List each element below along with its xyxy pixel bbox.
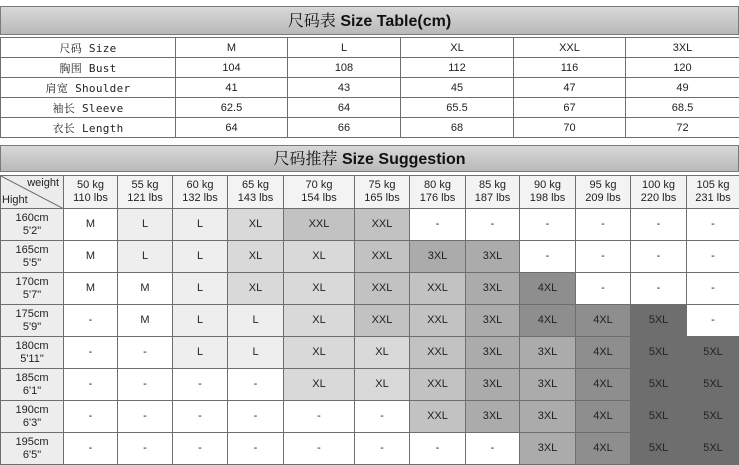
suggested-size-cell: 3XL: [520, 433, 576, 465]
suggested-size-cell: L: [173, 209, 228, 241]
weight-lbs: 187 lbs: [474, 192, 511, 204]
size-table-cell: 62.5: [176, 98, 288, 118]
height-cm: 170cm: [15, 275, 49, 288]
height-ft: 5'11": [20, 352, 44, 365]
suggested-size-cell: XXL: [355, 209, 410, 241]
suggested-size-cell: L: [228, 305, 284, 337]
size-table-cell: 70: [514, 118, 626, 138]
suggested-size-cell: 3XL: [466, 337, 520, 369]
size-table-row-label: 袖长 Sleeve: [1, 98, 176, 118]
weight-kg: 105 kg: [696, 179, 730, 191]
size-table-cell: XXL: [514, 38, 626, 58]
suggested-size-cell: 4XL: [520, 273, 576, 305]
size-table-row-label: 肩宽 Shoulder: [1, 78, 176, 98]
suggested-size-cell: -: [520, 209, 576, 241]
weight-header-cell: [173, 176, 228, 209]
weight-kg: 75 kg: [368, 179, 396, 191]
size-suggestion-title: [0, 145, 739, 172]
suggested-size-cell: -: [631, 273, 687, 305]
corner-height-label: Hight: [2, 194, 28, 206]
suggested-size-cell: -: [520, 241, 576, 273]
suggested-size-cell: 5XL: [631, 337, 687, 369]
weight-header-cell: [118, 176, 173, 209]
suggested-size-cell: 4XL: [576, 433, 631, 465]
weight-header-cell: [520, 176, 576, 209]
weight-kg: 85 kg: [479, 179, 506, 191]
suggested-size-cell: XXL: [284, 209, 355, 241]
size-table-row-label: 衣长 Length: [1, 118, 176, 138]
height-row: [1, 209, 739, 241]
weight-lbs: 143 lbs: [237, 192, 274, 204]
suggested-size-cell: -: [173, 369, 228, 401]
size-table-title-en: Size Table(cm): [340, 13, 452, 30]
size-table-cell: M: [176, 38, 288, 58]
suggested-size-cell: -: [118, 369, 173, 401]
weight-header-row: [1, 176, 739, 209]
height-cm: 190cm: [15, 403, 49, 416]
weight-lbs: 132 lbs: [182, 192, 218, 204]
height-header-cell: [1, 241, 64, 273]
suggested-size-cell: XL: [284, 305, 355, 337]
size-table-cell: 3XL: [626, 38, 739, 58]
size-table-row: [1, 58, 739, 78]
weight-header-cell: [228, 176, 284, 209]
size-table-cell: L: [288, 38, 401, 58]
size-table-cell: 108: [288, 58, 401, 78]
size-table-cell: 120: [626, 58, 739, 78]
weight-lbs: 176 lbs: [419, 192, 456, 204]
height-header-cell: [1, 369, 64, 401]
height-row: [1, 305, 739, 337]
suggested-size-cell: -: [228, 401, 284, 433]
size-table-row: [1, 118, 739, 138]
size-table-row: [1, 38, 739, 58]
suggested-size-cell: 3XL: [520, 401, 576, 433]
size-table-title-cn: 尺码表: [287, 11, 336, 30]
suggested-size-cell: L: [173, 241, 228, 273]
weight-header-cell: [284, 176, 355, 209]
suggested-size-cell: M: [64, 209, 118, 241]
suggested-size-cell: XXL: [410, 401, 466, 433]
suggested-size-cell: -: [228, 433, 284, 465]
weight-lbs: 154 lbs: [301, 192, 337, 204]
weight-header-cell: [355, 176, 410, 209]
size-suggestion-title-cn: 尺码推荐: [273, 149, 338, 168]
height-ft: 5'9": [22, 320, 42, 333]
suggested-size-cell: L: [173, 337, 228, 369]
suggested-size-cell: XL: [355, 369, 410, 401]
suggested-size-cell: -: [284, 401, 355, 433]
height-row: [1, 433, 739, 465]
suggested-size-cell: 5XL: [631, 433, 687, 465]
height-ft: 6'5": [22, 448, 42, 461]
suggested-size-cell: XL: [284, 241, 355, 273]
suggested-size-cell: 3XL: [466, 369, 520, 401]
suggested-size-cell: M: [118, 305, 173, 337]
weight-kg: 65 kg: [242, 179, 269, 191]
suggested-size-cell: 5XL: [631, 369, 687, 401]
suggested-size-cell: -: [64, 305, 118, 337]
suggested-size-cell: 3XL: [466, 241, 520, 273]
height-cm: 165cm: [15, 243, 49, 256]
weight-kg: 60 kg: [186, 179, 214, 191]
suggested-size-cell: 5XL: [687, 433, 739, 465]
suggested-size-cell: -: [64, 401, 118, 433]
size-table-cell: 67: [514, 98, 626, 118]
weight-header-cell: [64, 176, 118, 209]
suggested-size-cell: XL: [228, 209, 284, 241]
size-table: [0, 37, 739, 138]
weight-header-cell: [631, 176, 687, 209]
height-header-cell: [1, 433, 64, 465]
weight-lbs: 220 lbs: [640, 192, 677, 204]
weight-kg: 90 kg: [534, 179, 561, 191]
weight-kg: 95 kg: [589, 179, 617, 191]
suggested-size-cell: XXL: [410, 369, 466, 401]
height-row: [1, 369, 739, 401]
suggested-size-cell: -: [687, 209, 739, 241]
suggested-size-cell: XXL: [355, 305, 410, 337]
weight-lbs: 231 lbs: [695, 192, 731, 204]
suggested-size-cell: 4XL: [576, 337, 631, 369]
height-cm: 180cm: [15, 339, 49, 352]
suggested-size-cell: XL: [228, 273, 284, 305]
suggested-size-cell: -: [631, 209, 687, 241]
suggested-size-cell: -: [576, 273, 631, 305]
size-table-title: [0, 6, 739, 35]
suggested-size-cell: XXL: [410, 305, 466, 337]
size-table-cell: 68.5: [626, 98, 739, 118]
height-ft: 5'2": [22, 224, 42, 237]
suggested-size-cell: 3XL: [520, 369, 576, 401]
size-table-cell: 64: [288, 98, 401, 118]
suggested-size-cell: -: [64, 337, 118, 369]
corner-cell: [1, 176, 64, 209]
suggested-size-cell: -: [687, 241, 739, 273]
suggested-size-cell: XL: [284, 369, 355, 401]
weight-header-cell: [576, 176, 631, 209]
height-header-cell: [1, 209, 64, 241]
size-table-cell: 72: [626, 118, 739, 138]
height-header-cell: [1, 337, 64, 369]
suggested-size-cell: 4XL: [576, 305, 631, 337]
suggested-size-cell: 3XL: [410, 241, 466, 273]
suggested-size-cell: -: [173, 401, 228, 433]
suggested-size-cell: -: [355, 433, 410, 465]
suggested-size-cell: -: [228, 369, 284, 401]
size-table-cell: 112: [401, 58, 514, 78]
suggested-size-cell: -: [687, 305, 739, 337]
suggested-size-cell: 3XL: [466, 273, 520, 305]
suggested-size-cell: 4XL: [520, 305, 576, 337]
suggested-size-cell: -: [64, 433, 118, 465]
suggested-size-cell: XL: [355, 337, 410, 369]
suggested-size-cell: -: [466, 433, 520, 465]
suggested-size-cell: 5XL: [687, 369, 739, 401]
suggested-size-cell: M: [64, 273, 118, 305]
height-header-cell: [1, 401, 64, 433]
weight-header-cell: [687, 176, 739, 209]
size-table-cell: 41: [176, 78, 288, 98]
height-row: [1, 241, 739, 273]
suggested-size-cell: XXL: [410, 337, 466, 369]
suggested-size-cell: -: [687, 273, 739, 305]
suggested-size-cell: 3XL: [520, 337, 576, 369]
weight-kg: 50 kg: [77, 179, 104, 191]
height-row: [1, 401, 739, 433]
size-table-cell: 45: [401, 78, 514, 98]
suggested-size-cell: L: [118, 241, 173, 273]
size-table-row: [1, 78, 739, 98]
suggested-size-cell: -: [64, 369, 118, 401]
suggested-size-cell: XL: [284, 273, 355, 305]
suggested-size-cell: 5XL: [687, 337, 739, 369]
weight-lbs: 209 lbs: [585, 192, 621, 204]
height-ft: 5'7": [22, 288, 42, 301]
suggested-size-cell: L: [173, 305, 228, 337]
size-table-cell: 116: [514, 58, 626, 78]
suggested-size-cell: 5XL: [687, 401, 739, 433]
suggested-size-cell: XL: [228, 241, 284, 273]
height-cm: 160cm: [15, 211, 49, 224]
suggested-size-cell: XL: [284, 337, 355, 369]
height-header-cell: [1, 273, 64, 305]
suggested-size-cell: 4XL: [576, 401, 631, 433]
weight-lbs: 110 lbs: [73, 192, 108, 204]
suggested-size-cell: 5XL: [631, 305, 687, 337]
size-table-cell: 104: [176, 58, 288, 78]
height-ft: 6'1": [22, 384, 42, 397]
suggested-size-cell: -: [631, 241, 687, 273]
suggested-size-cell: M: [64, 241, 118, 273]
suggested-size-cell: 4XL: [576, 369, 631, 401]
size-table-cell: XL: [401, 38, 514, 58]
suggested-size-cell: -: [118, 337, 173, 369]
suggested-size-cell: -: [118, 401, 173, 433]
suggested-size-cell: -: [410, 433, 466, 465]
suggested-size-cell: L: [173, 273, 228, 305]
height-row: [1, 337, 739, 369]
size-table-cell: 64: [176, 118, 288, 138]
size-table-cell: 49: [626, 78, 739, 98]
suggested-size-cell: L: [228, 337, 284, 369]
suggested-size-cell: -: [355, 401, 410, 433]
suggested-size-cell: -: [576, 241, 631, 273]
size-table-cell: 47: [514, 78, 626, 98]
weight-lbs: 121 lbs: [127, 192, 163, 204]
suggested-size-cell: -: [173, 433, 228, 465]
suggested-size-cell: -: [284, 433, 355, 465]
height-header-cell: [1, 305, 64, 337]
suggested-size-cell: XXL: [355, 241, 410, 273]
weight-header-cell: [466, 176, 520, 209]
suggested-size-cell: L: [118, 209, 173, 241]
suggested-size-cell: M: [118, 273, 173, 305]
size-table-cell: 68: [401, 118, 514, 138]
weight-kg: 100 kg: [641, 179, 676, 191]
suggested-size-cell: XXL: [410, 273, 466, 305]
suggested-size-cell: -: [466, 209, 520, 241]
weight-kg: 70 kg: [305, 179, 333, 191]
size-table-cell: 65.5: [401, 98, 514, 118]
weight-kg: 55 kg: [131, 179, 159, 191]
height-ft: 5'5": [22, 256, 42, 269]
suggested-size-cell: -: [118, 433, 173, 465]
size-table-row: [1, 98, 739, 118]
size-table-row-label: 胸围 Bust: [1, 58, 176, 78]
weight-lbs: 198 lbs: [529, 192, 566, 204]
size-table-row-label: 尺码 Size: [1, 38, 176, 58]
suggested-size-cell: 3XL: [466, 401, 520, 433]
suggested-size-cell: -: [410, 209, 466, 241]
height-cm: 195cm: [15, 435, 49, 448]
size-table-cell: 43: [288, 78, 401, 98]
size-suggestion-title-en: Size Suggestion: [341, 151, 466, 168]
weight-lbs: 165 lbs: [364, 192, 400, 204]
height-cm: 185cm: [15, 371, 49, 384]
suggested-size-cell: 5XL: [631, 401, 687, 433]
weight-header-cell: [410, 176, 466, 209]
size-table-cell: 66: [288, 118, 401, 138]
suggested-size-cell: XXL: [355, 273, 410, 305]
height-ft: 6'3": [22, 416, 42, 429]
weight-kg: 80 kg: [424, 179, 451, 191]
suggested-size-cell: -: [576, 209, 631, 241]
height-cm: 175cm: [15, 307, 49, 320]
height-row: [1, 273, 739, 305]
corner-weight-label: weight: [27, 177, 59, 189]
suggested-size-cell: 3XL: [466, 305, 520, 337]
size-suggestion-table: [0, 175, 739, 465]
